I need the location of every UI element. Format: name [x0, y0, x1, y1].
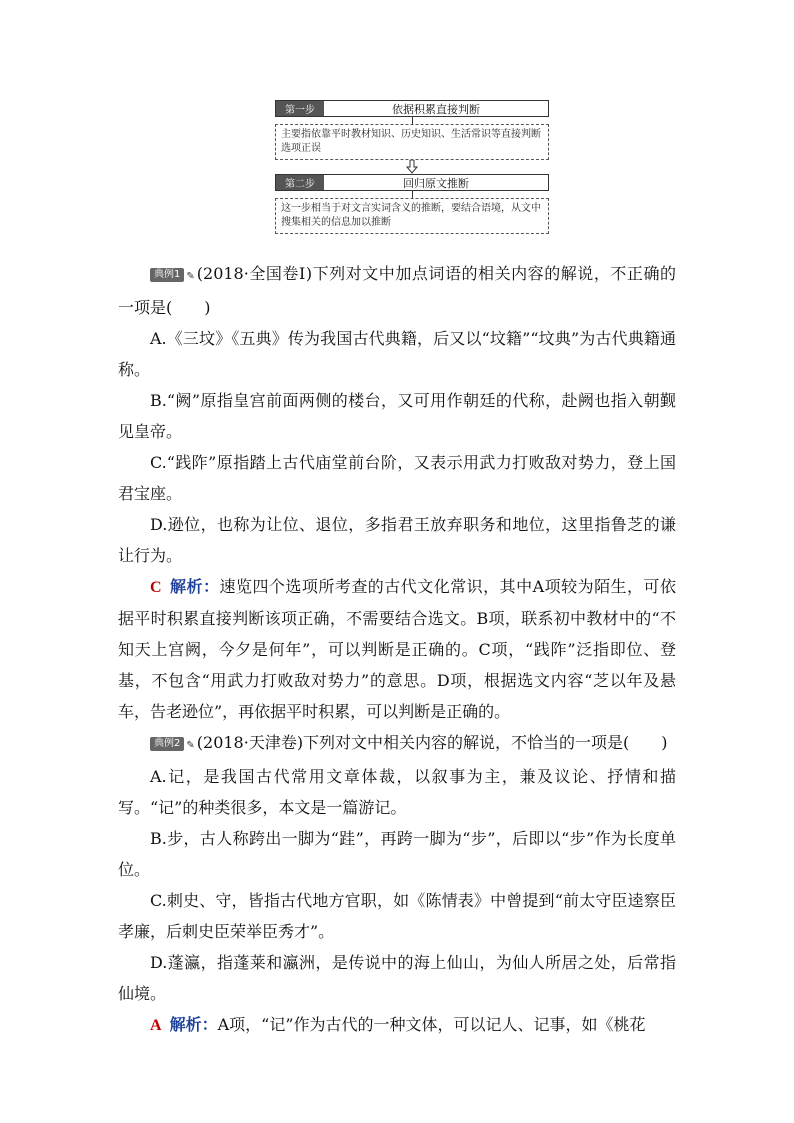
content-body	[118, 258, 676, 1041]
connector-line	[275, 117, 549, 124]
example1-option-c: C.“践阼”原指踏上古代庙堂前台阶，又表示用武力打败敌对势力，登上国君宝座。	[118, 453, 676, 503]
down-arrow-icon	[275, 160, 549, 174]
step1-note: 主要指依靠平时教材知识、历史知识、生活常识等直接判断选项正误	[275, 124, 549, 160]
pen-icon: ✎	[186, 740, 195, 751]
step1-box	[275, 100, 549, 117]
example1-option-d: D.逊位，也称为让位、退位，多指君王放弃职务和地位，这里指鲁芝的谦让行为。	[118, 515, 676, 565]
step2-box	[275, 174, 549, 191]
step2-tag: 第二步	[276, 175, 324, 190]
step2-note: 这一步相当于对文言实词含义的推断，要结合语境，从文中搜集相关的信息加以推断	[275, 198, 549, 234]
example1-analysis: C 解析：速览四个选项所考查的古代文化常识，其中A项较为陌生，可依据平时积累直接判断该项正确，不需要结合选文。B项，联系初中教材中的“不知天上宫阙，今夕是何年”，可以判断是正确的。C项，“践阼”泛指即位、登基，不包含“用武力打败敌对势力”的意思。D项，根据选文内容“芝以年及悬车，告老逊位”，再依据平时积累，可以判断是正确的。	[118, 577, 676, 721]
example2-analysis: A 解析：A项，“记”作为古代的一种文体，可以记人、记事，如《桃花	[150, 1015, 646, 1034]
example2-option-d: D.蓬瀛，指蓬莱和瀛洲，是传说中的海上仙山，为仙人所居之处，后常指仙境。	[118, 953, 676, 1003]
step1-title: 依据积累直接判断	[392, 102, 480, 116]
example2-answer: A	[150, 1017, 162, 1034]
analysis-label: 解析：	[169, 1015, 218, 1034]
example1-stem: 典例1 ✎ (2018·全国卷Ⅰ)下列对文中加点词语的相关内容的解说，不正确的一项是( )	[118, 264, 676, 317]
example2-option-b: B.步，古人称跨出一脚为“跬”，再跨一脚为“步”，后即以“步”作为长度单位。	[118, 829, 676, 879]
example1-option-a: A.《三坟》《五典》传为我国古代典籍，后又以“坟籍”“坟典”为古代典籍通称。	[118, 329, 676, 379]
step2-title: 回归原文推断	[403, 176, 469, 190]
example1-tag: 典例1	[150, 268, 184, 282]
example2-option-c: C.刺史、守，皆指古代地方官职，如《陈情表》中曾提到“前太守臣逵察臣孝廉，后刺史臣荣举臣秀才”。	[118, 891, 676, 941]
example1-answer: C	[150, 579, 162, 596]
method-flowchart	[275, 100, 549, 234]
example2-stem: 典例2 ✎ (2018·天津卷)下列对文中相关内容的解说，不恰当的一项是( )	[118, 727, 676, 761]
pen-icon: ✎	[186, 271, 195, 282]
analysis-label: 解析：	[169, 577, 220, 596]
example1-option-b: B.“阙”原指皇宫前面两侧的楼台，又可用作朝廷的代称，赴阙也指入朝觐见皇帝。	[118, 391, 676, 441]
step1-tag: 第一步	[276, 101, 324, 116]
example2-option-a: A.记，是我国古代常用文章体裁，以叙事为主，兼及议论、抒情和描写。“记”的种类很多，本文是一篇游记。	[118, 767, 676, 817]
connector-line	[275, 191, 549, 198]
example2-tag: 典例2	[150, 737, 184, 751]
